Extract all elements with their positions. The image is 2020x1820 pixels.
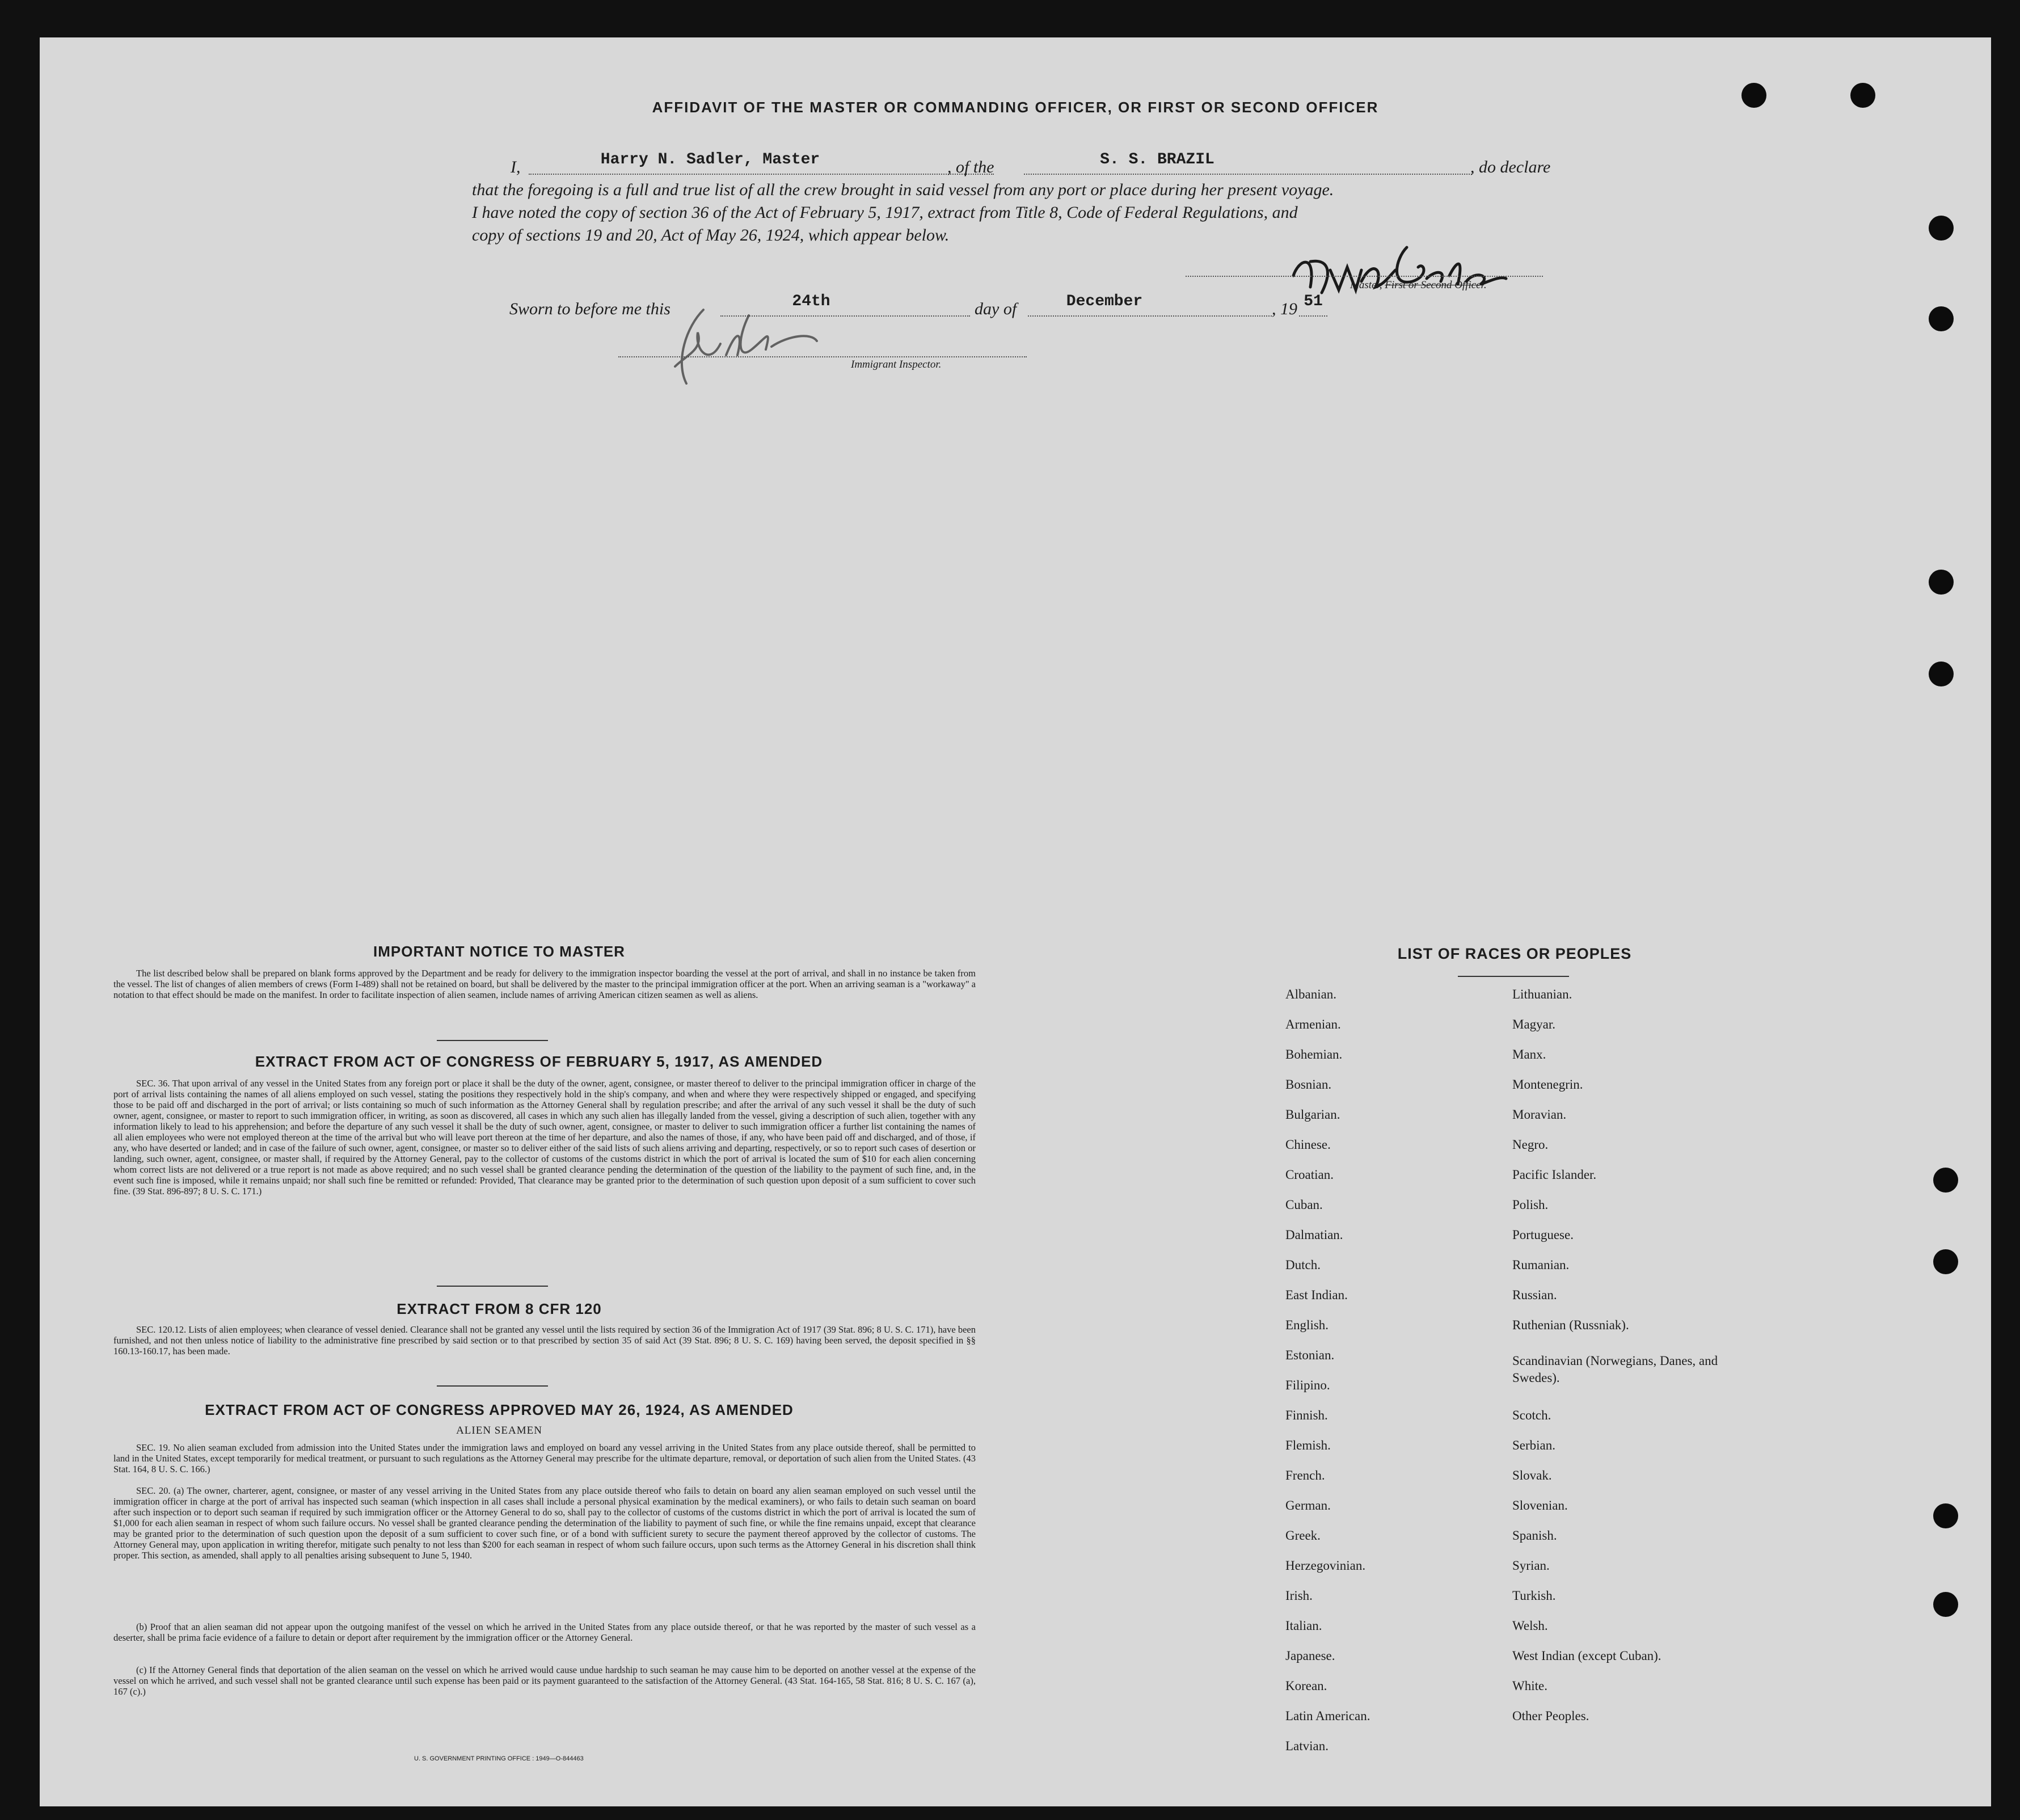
race-item: Croatian.: [1285, 1168, 1334, 1182]
extract-1924-sec20c: (c) If the Attorney General finds that deportation of the alien seaman on the vessel on which he arrived would cause undue hardship to such seaman he may cause him to be deported on another vessel at the expense of the vessel on which he arrived, and such vessel shall not be granted clearance until such expense has been paid or its payment guaranteed to the satisfaction of the Attorney General. (43 Stat. 164-165, 58 Stat. 816; 8 U. S. C. 167 (a), 167 (c).): [113, 1665, 976, 1697]
month-field: December: [1066, 293, 1143, 310]
race-item: Latvian.: [1285, 1739, 1329, 1753]
master-signature-line: [1186, 276, 1543, 277]
race-item: Magyar.: [1512, 1017, 1556, 1031]
race-item: Irish.: [1285, 1589, 1313, 1603]
month-line: [1028, 315, 1272, 317]
affidavit-body-line-3: copy of sections 19 and 20, Act of May 26, 1924, which appear below.: [472, 226, 950, 245]
race-item: Lithuanian.: [1512, 987, 1572, 1001]
race-item: Filipino.: [1285, 1378, 1330, 1392]
race-item: Korean.: [1285, 1679, 1327, 1693]
extract-1924-sec19: SEC. 19. No alien seaman excluded from admission into the United States under the immigration laws and employed on board any vessel arriving in the United States from any place outside thereof, shall be permitted to land in the United States, except temporarily for medical treatment, or pursuant to such regulations as the Attorney General may prescribe for the ultimate departure, removal, or deportation of such alien from the United States. (43 Stat. 164, 8 U. S. C. 166.): [113, 1442, 976, 1474]
divider: [437, 1286, 548, 1287]
race-item: Other Peoples.: [1512, 1709, 1589, 1723]
race-item: Flemish.: [1285, 1438, 1331, 1452]
document-page: [40, 37, 1991, 1806]
race-item: Montenegrin.: [1512, 1077, 1583, 1092]
punch-hole: [1929, 570, 1954, 595]
affidavit-body-line-1: that the foregoing is a full and true list of all the crew brought in said vessel from any port or place during her present voyage.: [472, 180, 1334, 199]
race-item: Welsh.: [1512, 1619, 1548, 1633]
race-item: Slovak.: [1512, 1468, 1552, 1482]
of-the-label: , of the: [947, 158, 994, 176]
races-column-2: [1512, 986, 1751, 1738]
race-item: Chinese.: [1285, 1138, 1331, 1152]
day-field: 24th: [792, 293, 830, 310]
race-item: West Indian (except Cuban).: [1512, 1649, 1661, 1663]
punch-hole: [1933, 1503, 1958, 1528]
race-item: Moravian.: [1512, 1107, 1567, 1122]
sworn-label: Sworn to before me this: [509, 300, 670, 318]
i-label: I,: [511, 158, 521, 176]
race-item: Estonian.: [1285, 1348, 1335, 1362]
extract-1917-text: SEC. 36. That upon arrival of any vessel in the United States from any foreign port or place it shall be the duty of the owner, agent, consignee, or master thereof to deliver to the principal immigration officer in charge of the port of arrival lists containing the names of all aliens employed on such vessel, stating the positions they respectively hold in the ship's company, and when and where they were respectively shipped or engaged, and specifying those to be paid off and discharged in the port of arrival; or lists containing so much of such information as the Attorney General shall by regulation prescribe; and after the arrival of any such vessel it shall be the duty of such owner, agent, consignee, or master to report to such immigration officer, in writing, as soon as discovered, all cases in which any such alien has illegally landed from the vessel, giving a description of such alien, together with any information likely to lead to his apprehension; and before the departure of any such vessel it shall be the duty of such owner, agent, consignee, or master to deliver to such immigration officer a further list containing the names of all alien employees who were not employed thereon at the time of the arrival but who will leave port thereon at the time of her departure, and also the names of those, if any, who have been paid off and discharged, and of those, if any, who have deserted or landed; and in case of the failure of such owner, agent, consignee, or master so to deliver either of the said lists of such aliens arriving and departing, respectively, or so to report such cases of desertion or landing, such owner, agent, consignee, or master shall, if required by the Attorney General, pay to the collector of customs of the customs district in which the port of arrival is located the sum of $10 for each alien concerning whom correct lists are not delivered or a true report is not made as above required; and no such vessel shall be granted clearance pending the determination of the question of the liability to the payment of such fine, and, in the event such fine is imposed, while it remains unpaid; nor shall such fine be remitted or refunded: Provided, That clearance may be granted prior to the determination of such question upon deposit of a sum sufficient to cover such fine. (39 Stat. 896-897; 8 U. S. C. 171.): [113, 1078, 976, 1197]
races-title: LIST OF RACES OR PEOPLES: [1397, 945, 1632, 962]
punch-hole: [1933, 1592, 1958, 1617]
race-item: Russian.: [1512, 1288, 1557, 1302]
race-item: English.: [1285, 1318, 1329, 1332]
races-column-1: [1285, 986, 1370, 1768]
race-item: Bosnian.: [1285, 1077, 1332, 1092]
affidavit-title: AFFIDAVIT OF THE MASTER OR COMMANDING OFFICER, OR FIRST OR SECOND OFFICER: [652, 99, 1379, 116]
notice-text: The list described below shall be prepared on blank forms approved by the Department and be ready for delivery to the immigration inspector boarding the vessel at the port of arrival, and shall in no instance be taken from the vessel. The list of changes of alien members of crews (Form I-489) shall not be retained on board, but shall be delivered by the master to the principal immigration officer at the port. When an arriving seaman is a "workaway" a notation to that effect should be made on the manifest. In order to facilitate inspection of alien seamen, include names of arriving American citizen seamen as well as aliens.: [113, 968, 976, 1000]
race-item: Syrian.: [1512, 1558, 1550, 1573]
punch-hole: [1929, 662, 1954, 686]
race-item: Greek.: [1285, 1528, 1321, 1543]
race-item: French.: [1285, 1468, 1325, 1482]
race-item: Armenian.: [1285, 1017, 1341, 1031]
race-item: German.: [1285, 1498, 1331, 1513]
master-caption: Master, First or Second Officer.: [1350, 279, 1487, 291]
master-name-field: Harry N. Sadler, Master: [600, 151, 820, 168]
notice-title: IMPORTANT NOTICE TO MASTER: [373, 943, 625, 960]
race-item: Manx.: [1512, 1047, 1546, 1061]
year-prefix: , 19: [1272, 300, 1297, 318]
race-item: East Indian.: [1285, 1288, 1348, 1302]
race-item: Serbian.: [1512, 1438, 1556, 1452]
race-item: Pacific Islander.: [1512, 1168, 1597, 1182]
race-item: Dalmatian.: [1285, 1228, 1343, 1242]
divider: [437, 1385, 548, 1387]
race-item: Albanian.: [1285, 987, 1337, 1001]
race-item: Polish.: [1512, 1198, 1549, 1212]
race-item: Herzegovinian.: [1285, 1558, 1366, 1573]
inspector-caption: Immigrant Inspector.: [851, 359, 942, 370]
day-of-label: day of: [975, 300, 1017, 318]
race-item: Portuguese.: [1512, 1228, 1574, 1242]
extract-cfr-text: SEC. 120.12. Lists of alien employees; when clearance of vessel denied. Clearance shall not be granted any vessel until the lists required by section 36 of the Immigration Act of 1917 (39 Stat. 896; 8 U. S. C. 171), have been furnished, and not then unless notice of liability to the administrative fine prescribed by said section or to that prescribed by section 35 of said Act (39 Stat. 896; 8 U. S. C. 169) having been served, the deposit specified in §§ 160.13-160.17, has been made.: [113, 1324, 976, 1356]
race-item: Japanese.: [1285, 1649, 1335, 1663]
race-item: Italian.: [1285, 1619, 1322, 1633]
year-line: [1299, 315, 1327, 317]
race-item: Rumanian.: [1512, 1258, 1570, 1272]
do-declare-label: , do declare: [1470, 158, 1551, 176]
punch-hole: [1933, 1168, 1958, 1193]
inspector-signature-line: [618, 356, 1027, 357]
divider: [437, 1040, 548, 1041]
alien-seamen-subtitle: ALIEN SEAMEN: [456, 1425, 542, 1436]
race-item: Bohemian.: [1285, 1047, 1343, 1061]
race-item: Slovenian.: [1512, 1498, 1568, 1513]
race-item: Scandinavian (Norwegians, Danes, and Swedes).: [1512, 1354, 1718, 1385]
race-item: Scotch.: [1512, 1408, 1551, 1422]
affidavit-body-line-2: I have noted the copy of section 36 of the Act of February 5, 1917, extract from Title 8, Code of Federal Regulations, and: [472, 203, 1298, 222]
extract-1924-sec20b: (b) Proof that an alien seaman did not appear upon the outgoing manifest of the vessel on which he arrived in the United States from any place outside thereof, or that he was reported by the master of such vessel as a deserter, shall be prima facie evidence of a failure to detain or deport after requirement by the immigration officer or the Attorney General.: [113, 1621, 976, 1643]
inspector-signature: [652, 293, 857, 395]
master-caption-struck: First or Second Officer: [1385, 279, 1484, 291]
vessel-field: S. S. BRAZIL: [1100, 151, 1214, 168]
year-field: 51: [1304, 293, 1323, 310]
race-item: Ruthenian (Russniak).: [1512, 1318, 1629, 1332]
vessel-line: [1024, 174, 1472, 175]
extract-1917-title: EXTRACT FROM ACT OF CONGRESS OF FEBRUARY 5, 1917, AS AMENDED: [255, 1053, 823, 1070]
punch-hole: [1933, 1249, 1958, 1274]
punch-hole: [1929, 306, 1954, 331]
divider: [1458, 976, 1569, 977]
race-item: Latin American.: [1285, 1709, 1370, 1723]
extract-1924-sec20a: SEC. 20. (a) The owner, charterer, agent, consignee, or master of any vessel arriving in the United States from any place outside thereof who fails to detain on board any alien seaman employed on such vessel until the immigration officer in charge at the port of arrival has inspected such seaman (which inspection in all cases shall include a personal physical examination by the medical examiners), or who fails to detain such seaman on board after such inspection or to deport such seaman if required by such immigration officer or the Attorney General to do so, shall pay to the collector of customs of the customs district in which the port of arrival is located the sum of $1,000 for each alien seaman in respect of whom such failure occurs. No vessel shall be granted clearance pending the determination of the liability to payment of such fine, or while the fine remains unpaid, except that clearance may be granted prior to the determination of such question upon the deposit of a sum sufficient to cover such fine, or of a bond with sufficient surety to secure the payment thereof approved by the collector of customs. The Attorney General may, upon application in writing therefor, mitigate such penalty to not less than $200 for each seaman in respect of whom such failure occurs, upon such terms as the Attorney General in his discretion shall think proper. This section, as amended, shall apply to all penalties arising subsequent to June 5, 1940.: [113, 1485, 976, 1561]
extract-cfr-title: EXTRACT FROM 8 CFR 120: [397, 1300, 602, 1317]
race-item: White.: [1512, 1679, 1547, 1693]
race-item: Finnish.: [1285, 1408, 1328, 1422]
race-item: Negro.: [1512, 1138, 1549, 1152]
race-item: Dutch.: [1285, 1258, 1321, 1272]
extract-1924-title: EXTRACT FROM ACT OF CONGRESS APPROVED MAY 26, 1924, AS AMENDED: [205, 1401, 794, 1418]
gpo-imprint: U. S. GOVERNMENT PRINTING OFFICE : 1949—O-844463: [414, 1755, 584, 1762]
master-name-line: [529, 174, 994, 175]
punch-hole: [1929, 216, 1954, 241]
race-item: Turkish.: [1512, 1589, 1556, 1603]
race-item: Cuban.: [1285, 1198, 1323, 1212]
race-item: Bulgarian.: [1285, 1107, 1340, 1122]
race-item: Spanish.: [1512, 1528, 1557, 1543]
